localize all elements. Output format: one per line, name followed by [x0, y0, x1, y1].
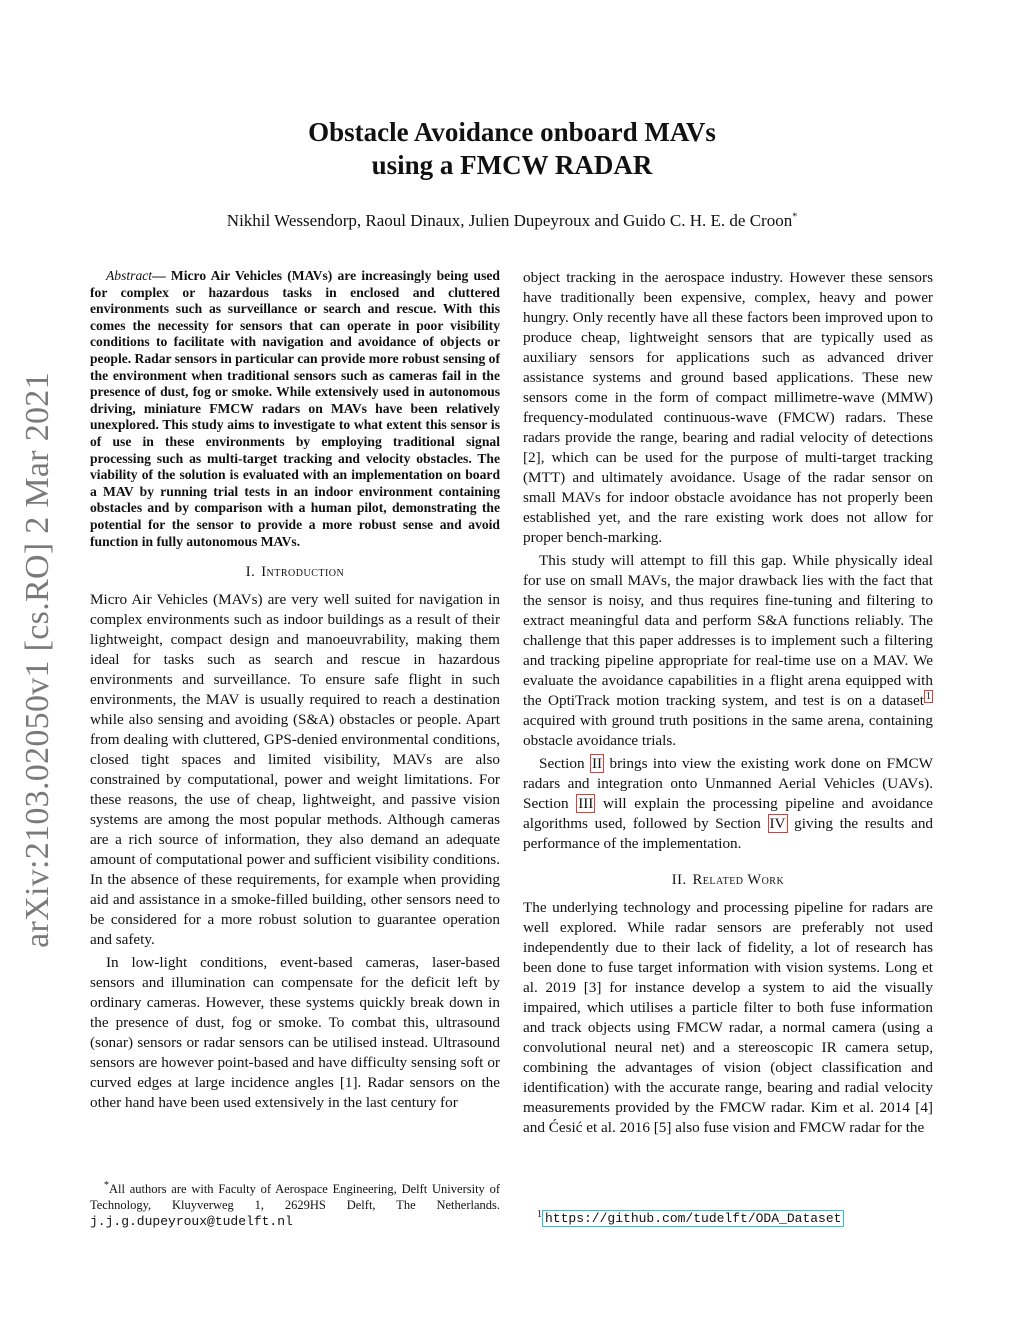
section-title: Related Work	[692, 872, 785, 888]
p5-text-c: will explain the processing pipeline and avoidance algorithms used, followed by Section	[523, 795, 933, 832]
footnote-ref-1[interactable]: 1	[926, 690, 931, 702]
p4-text-b: acquired with ground truth positions in the same arena, containing obstacle avoidance trials.	[523, 712, 933, 749]
p5-text-a: Section	[539, 755, 590, 772]
intro-paragraph-2: In low-light conditions, event-based cameras, laser-based sensors and illumination can compensate for the deficit left by ordinary cameras. However, these systems quickly break down in the presence of dust, fog or smoke. To combat this, ultrasound (sonar) sensors or radar sensors can be utilised instead. Ultrasound sensors are however point-based and have difficulty sensing soft or curved edges at large incidence angles [1]. Radar sensors on the other hand have been used extensively in the last century for	[90, 954, 500, 1112]
section-ref-ii[interactable]: II	[591, 755, 603, 772]
dataset-footnote	[537, 1210, 957, 1227]
section-heading-introduction	[90, 562, 500, 582]
section-number: II.	[671, 872, 687, 888]
left-column	[90, 268, 500, 1116]
affil-mark: *	[104, 1179, 109, 1191]
affiliation-footnote	[90, 1181, 500, 1230]
section-ref-iii[interactable]: III	[578, 795, 594, 812]
abstract	[90, 268, 500, 550]
section-title: Introduction	[261, 564, 345, 581]
section-ref-iv[interactable]: IV	[769, 815, 786, 832]
title-line-1: Obstacle Avoidance onboard MAVs	[308, 117, 716, 147]
author-list	[0, 211, 1024, 231]
right-column	[523, 268, 933, 1141]
affil-text: All authors are with Faculty of Aerospace Engineering, Delft University of Technology, Kluyverweg 1, 2629HS Delft, The Netherlands.	[90, 1182, 500, 1212]
title-line-2: using a FMCW RADAR	[371, 150, 653, 180]
arxiv-stamp	[10, 360, 66, 960]
arxiv-id: arXiv:2103.02050v1 [cs.RO] 2 Mar 2021	[19, 372, 56, 948]
abstract-lead: Abstract	[106, 268, 153, 283]
authors-mark: *	[792, 211, 798, 223]
abstract-dash: —	[152, 268, 166, 283]
intro-paragraph-3: object tracking in the aerospace industry. However these sensors have traditionally been expensive, complex, heavy and power hungry. Only recently have all these factors been improved upon to produce cheap, lightweight sensors that are typically used as auxiliary sensors for applications such as advanced driver assistance systems and ground based applications. These new sensors come in the form of compact millimetre-wave (MMW) frequency-modulated continuous-wave (FMCW) radars. These radars provide the range, bearing and radial velocity of detections [2], which can be used for the purpose of multi-target tracking (MTT) and ultimately avoidance. Usage of the radar sensor on small MAVs for indoor obstacle avoidance has not properly been established yet, and the rare existing work does not allow for proper bench-marking.	[523, 269, 933, 546]
paper-title	[0, 116, 1024, 182]
p5-text-d: giving the results and performance of the implementation.	[523, 815, 934, 852]
intro-paragraph-1: Micro Air Vehicles (MAVs) are very well suited for navigation in complex environments such as indoor buildings as a result of their lightweight, compact design and manoeuvrability, making them ideal for tasks such as search and rescue in hazardous environments and surveillance. To ensure safe flight in such environments, the MAV is usually required to reach a destination while also sensing and avoiding (S&A) obstacles or people. Apart from dealing with cluttered, GPS-denied environmental conditions, closed tight spaces and limited visibility, MAVs are also constrained by computational, power and weight limitations. For these reasons, the use of cheap, lightweight, and passive vision systems are among the most popular methods. Although cameras are a rich source of information, they also demand an adequate amount of computational power and sufficient visibility conditions. In the absence of these requirements, for example when providing aid and assistance in a smoke-filled building, other sensors need to be considered for a more robust solution to guarantee operation and safety.	[90, 591, 500, 949]
p4-text-a: This study will attempt to fill this gap. While physically ideal for use on small MAVs, the major drawback lies with the fact that the sensor is noisy, and thus requires fine-tuning and filtering to extract meaningful data and perform S&A functions reliably. The challenge that this paper addresses is to implement such a filtering and tracking pipeline appropriate for real-time use on a MAV. We evaluate the avoidance capabilities in a flight arena equipped with the OptiTrack motion tracking system, and test is on a dataset	[523, 552, 933, 709]
section-number: I.	[245, 564, 256, 581]
abstract-text: Micro Air Vehicles (MAVs) are increasingly being used for complex or hazardous tasks in enclosed and cluttered environments such as surveillance or search and rescue. With this comes the necessity for sensors that can operate in poor visibility conditions to facilitate with navigation and avoidance of objects or people. Radar sensors in particular can provide more robust sensing of the environment when traditional sensors such as cameras fail in the presence of dust, fog or smoke. While extensively used in autonomous driving, miniature FMCW radars on MAVs have been relatively unexplored. This study aims to investigate to what extent this sensor is of use in these environments by employing traditional signal processing such as multi-target tracking and velocity obstacles. The viability of the solution is evaluated with an implementation on board a MAV by running trial tests in an indoor environment containing obstacles and by comparison with a human pilot, demonstrating the potential for the sensor to provide a more robust sense and avoid function in fully autonomous MAVs.	[90, 268, 500, 549]
intro-paragraph-4	[523, 551, 933, 751]
section-heading-related-work	[523, 870, 933, 890]
p5-text-b: brings into view the existing work done on FMCW radars and integration onto Unmanned Aerial Vehicles (UAVs). Section	[523, 755, 933, 812]
author-email[interactable]: j.j.g.dupeyroux@tudelft.nl	[90, 1214, 293, 1229]
intro-paragraph-5	[523, 754, 933, 854]
dataset-link[interactable]: https://github.com/tudelft/ODA_Dataset	[542, 1210, 844, 1227]
related-paragraph-1: The underlying technology and processing pipeline for radars are well explored. While radar sensors are preferably not used independently due to their lack of fidelity, a lot of research has been done to fuse target information with vision systems. Long et al. 2019 [3] for instance develop a system to aid the visually impaired, which utilises a particle filter to both fuse information and track objects using FMCW radar, a normal camera (using a convolutional neural net) and a stereoscopic IR camera setup, combining the advantages of vision (object classification and identification) with the accurate range, bearing and radial velocity measurements provided by the FMCW radar. Kim et al. 2014 [4] and Ćesić et al. 2016 [5] also fuse vision and FMCW radar for the	[523, 899, 933, 1136]
dataset-mark: 1	[537, 1208, 542, 1220]
authors-text: Nikhil Wessendorp, Raoul Dinaux, Julien Dupeyroux and Guido C. H. E. de Croon	[226, 211, 793, 230]
